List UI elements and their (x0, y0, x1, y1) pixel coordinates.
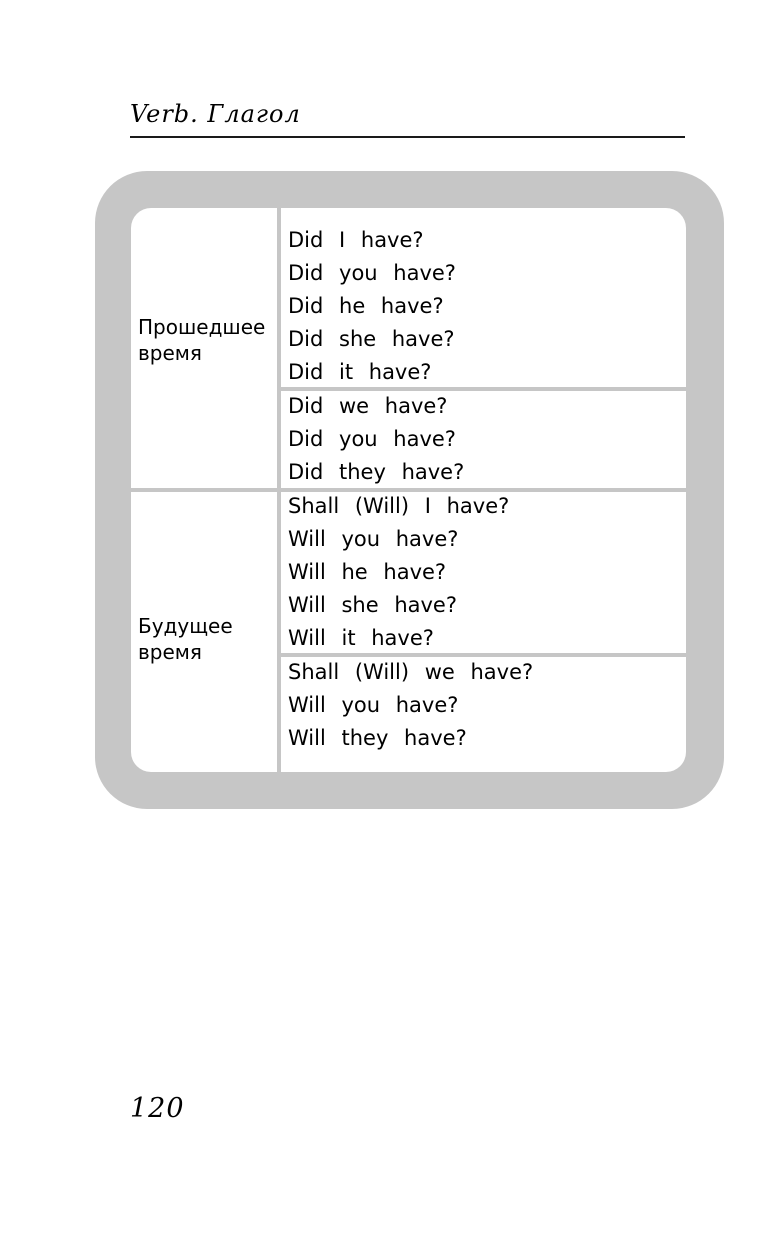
form-line: Will he have? (288, 560, 447, 584)
header-rule (130, 136, 685, 138)
form-line: Did you have? (288, 427, 456, 451)
running-head: Verb. Глагол (130, 100, 301, 128)
future-singular-forms (288, 490, 509, 655)
form-line: Will you have? (288, 527, 459, 551)
form-line: Did they have? (288, 460, 465, 484)
form-line: Will it have? (288, 626, 434, 650)
form-line: Will they have? (288, 726, 467, 750)
form-line: Did you have? (288, 261, 456, 285)
form-line: Will you have? (288, 693, 459, 717)
form-line: Did I have? (288, 228, 424, 252)
future-plural-forms (288, 656, 533, 755)
form-line: Did it have? (288, 360, 432, 384)
form-line: Did we have? (288, 394, 448, 418)
form-line: Shall (Will) we have? (288, 660, 534, 684)
form-line: Did he have? (288, 294, 444, 318)
tense-label-future: Будущее время (138, 614, 233, 664)
past-singular-forms (288, 224, 456, 389)
tense-label-past: Прошедшее время (138, 315, 266, 365)
form-line: Did she have? (288, 327, 455, 351)
past-plural-forms (288, 390, 464, 489)
page-number: 120 (130, 1093, 185, 1124)
conjugation-table (131, 208, 686, 772)
form-line: Will she have? (288, 593, 457, 617)
form-line: Shall (Will) I have? (288, 494, 510, 518)
